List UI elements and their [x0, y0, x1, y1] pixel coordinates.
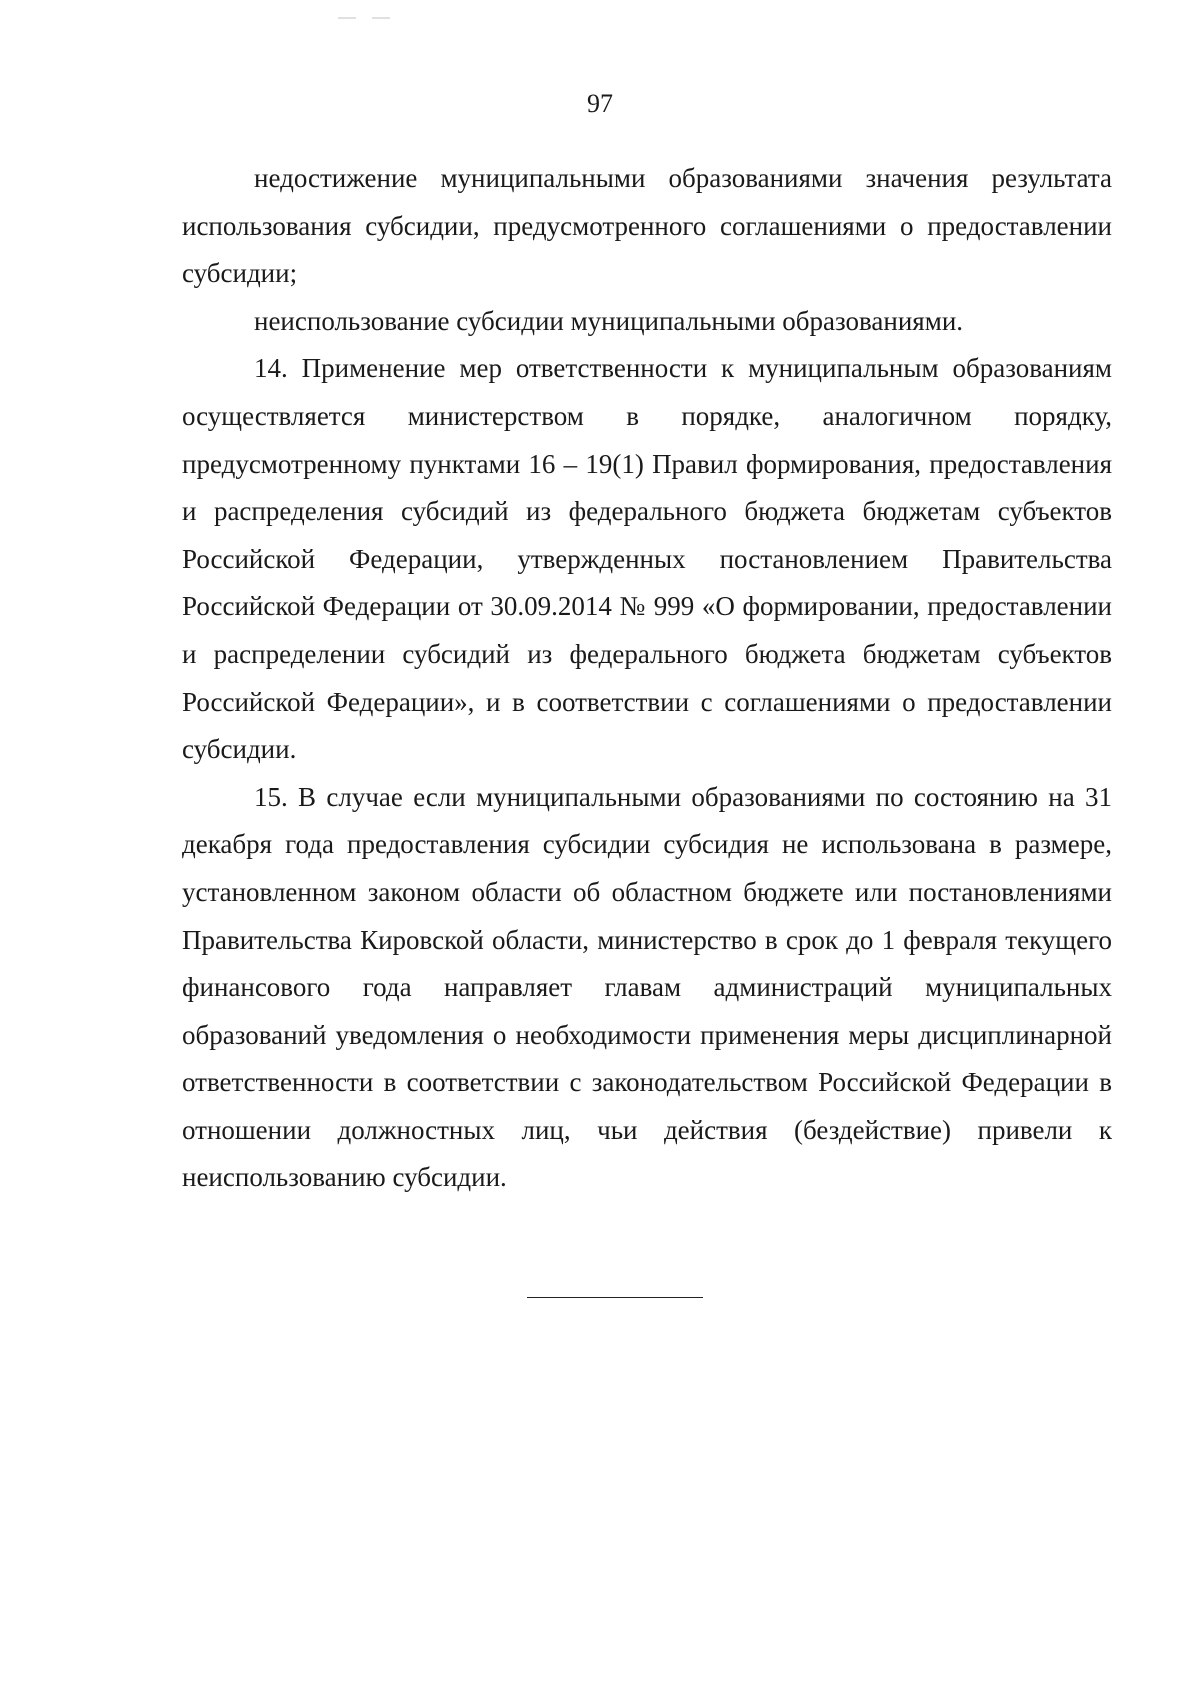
paragraph-non-use: неиспользование субсидии муниципальными образованиями. — [254, 305, 964, 336]
scan-artifact — [338, 16, 398, 20]
document-body — [182, 155, 1112, 1202]
paragraph-underachievement: недостижение муниципальными образованиями значения результата использования субсидии, предусмотренного соглашениями о предоставлении субсидии; — [182, 163, 1112, 289]
paragraph-15-unused-subsidy: 15. В случае если муниципальными образованиями по состоянию на 31 декабря года предоставления субсидии субсидия не использована в размере, установленном законом области об областном бюджете или постановлениями Правительства Кировской области, министерство в срок до 1 февраля текущего финансового года направляет главам администраций муниципальных образований уведомления о необходимости применения меры дисциплинарной ответственности в соответствии с законодательством Российской Федерации в отношении должностных лиц, чьи действия (бездействие) привели к неиспользованию субсидии. — [182, 781, 1112, 1193]
paragraph-14-liability: 14. Применение мер ответственности к муниципальным образованиям осуществляется министерством в порядке, аналогичном порядку, предусмотренному пунктами 16 – 19(1) Правил формирования, предоставления и распределения субсидий из федерального бюджета бюджетам субъектов Российской Федерации, утвержденных постановлением Правительства Российской Федерации от 30.09.2014 № 999 «О формировании, предоставлении и распределении субсидий из федерального бюджета бюджетам субъектов Российской Федерации», и в соответствии с соглашениями о предоставлении субсидии. — [182, 353, 1112, 765]
end-divider — [527, 1297, 703, 1298]
page-number: 97 — [587, 89, 613, 118]
